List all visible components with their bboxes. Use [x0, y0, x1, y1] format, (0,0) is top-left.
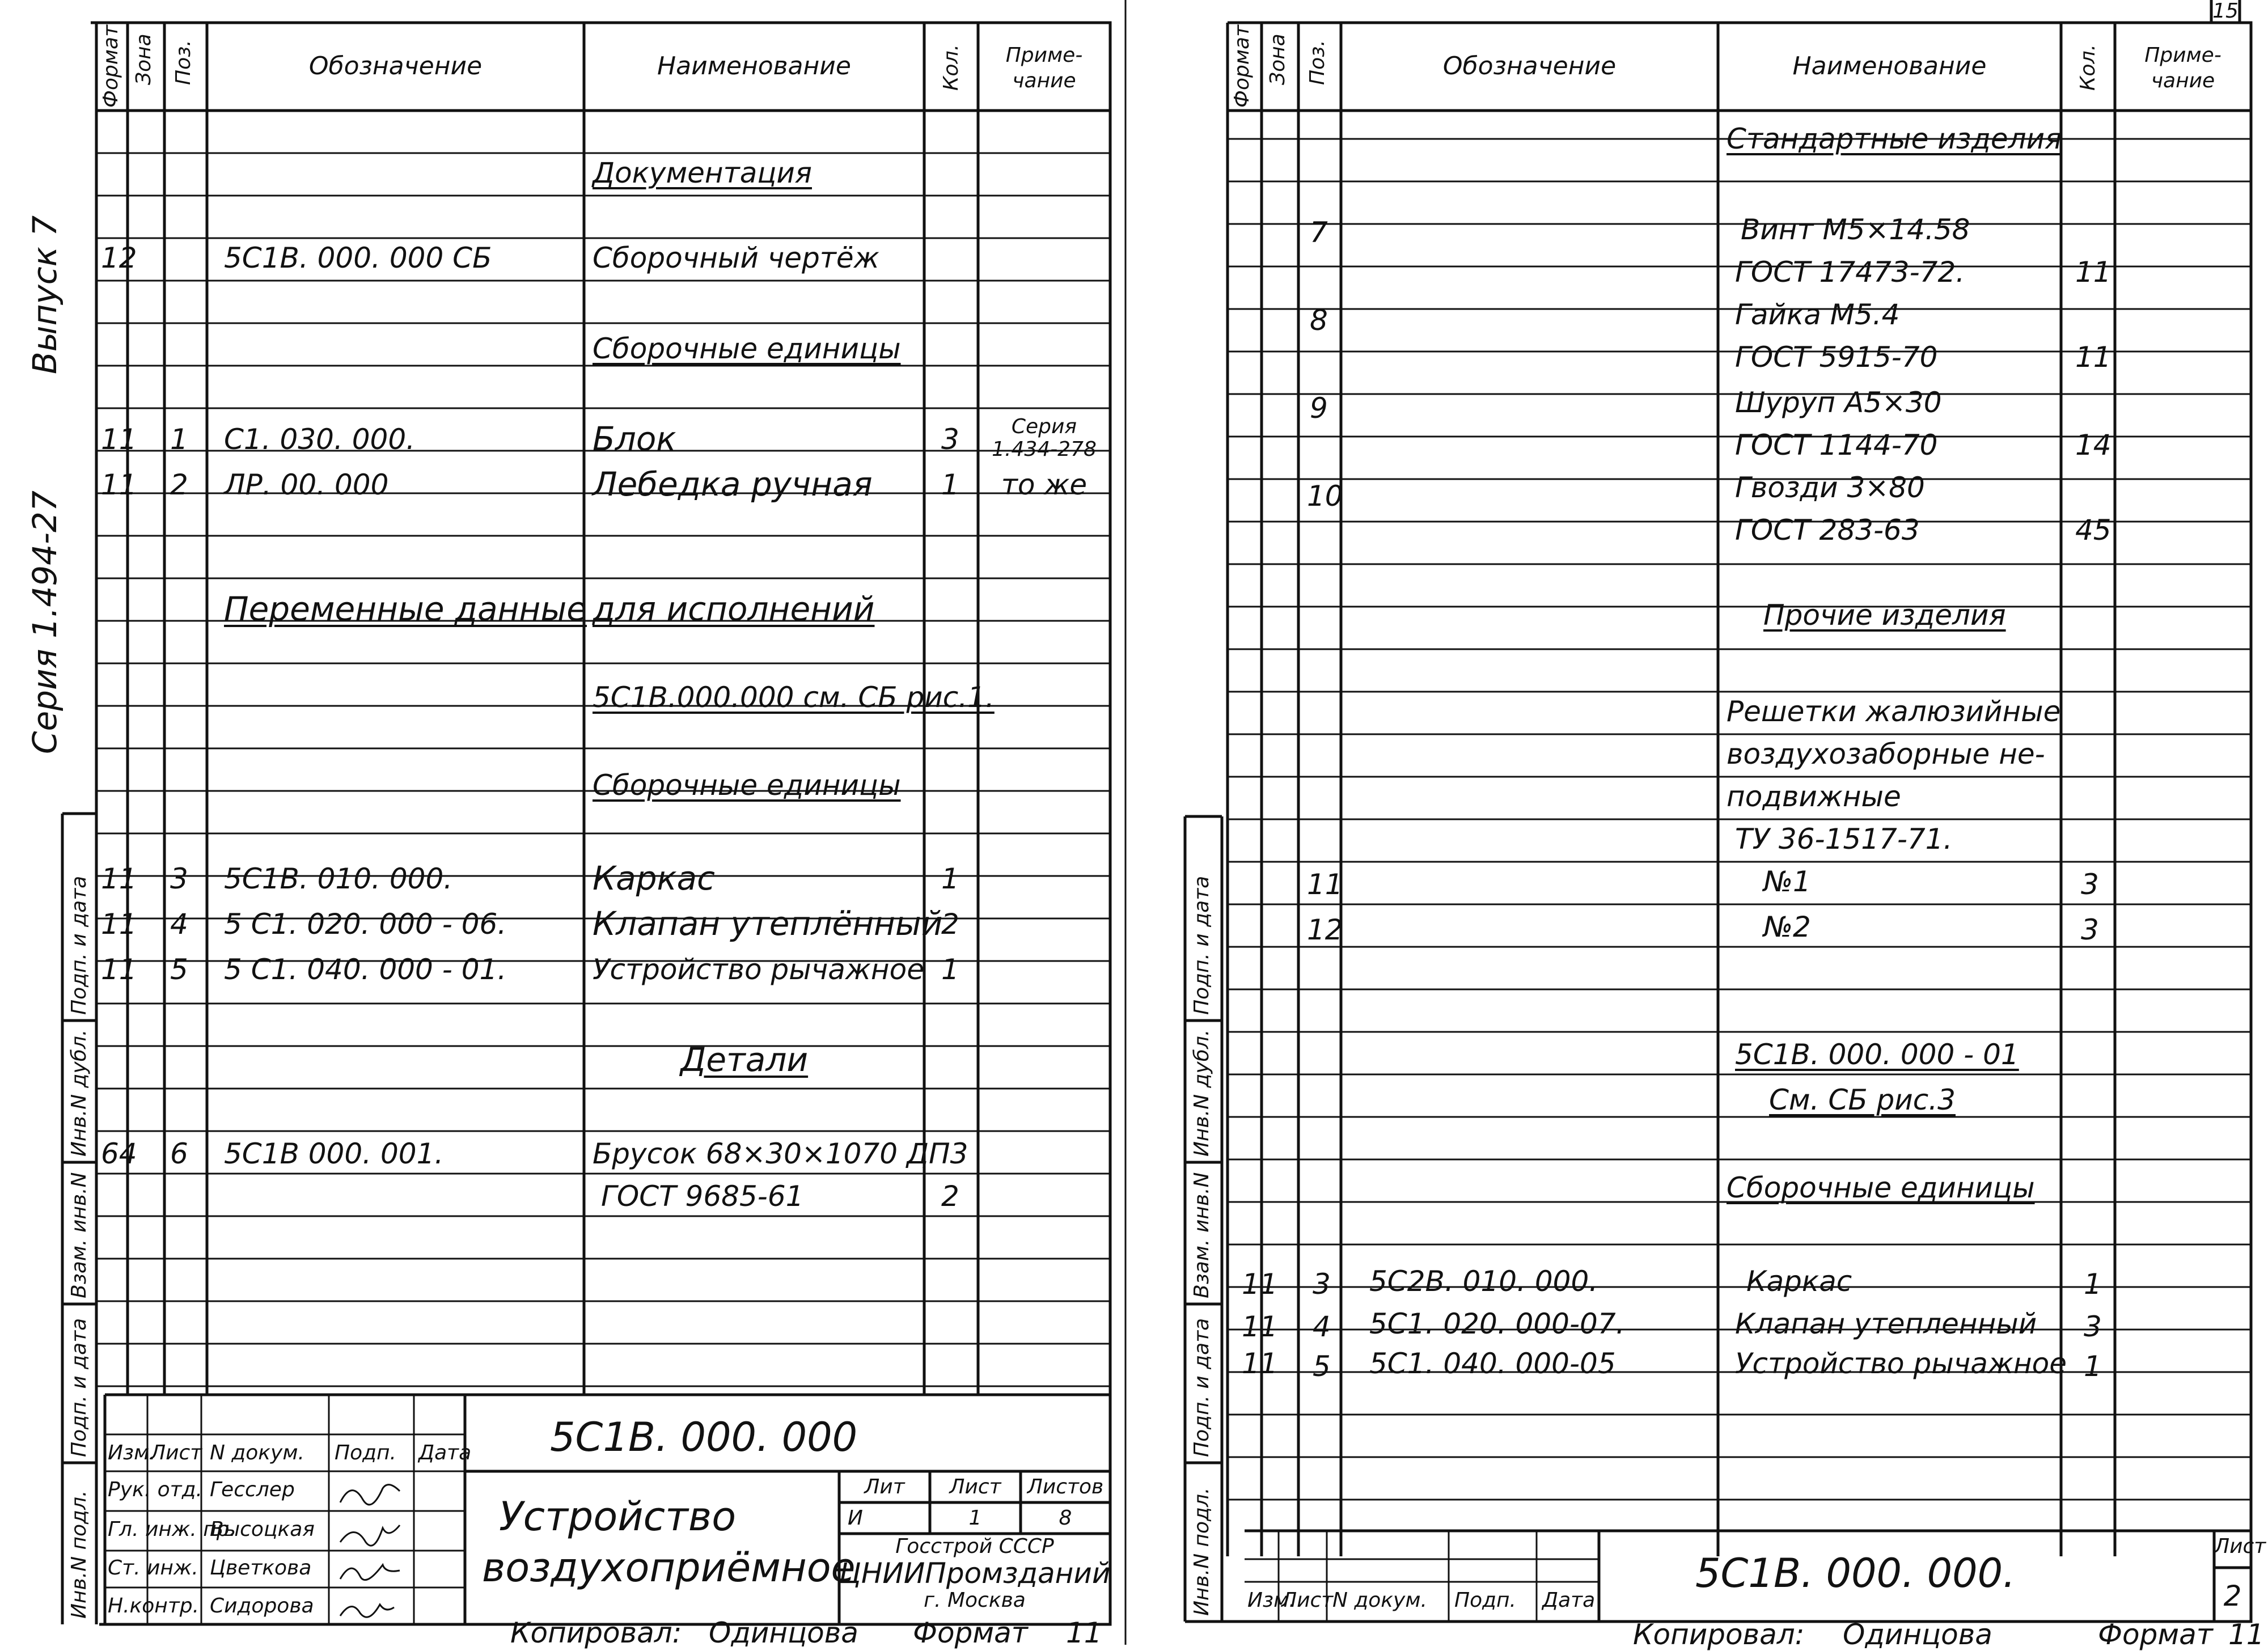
a2-format: 11	[1242, 1310, 1278, 1343]
a1-designation: 5С2В. 010. 000.	[1369, 1265, 1598, 1298]
sheet-label: Лист	[2214, 1535, 2266, 1558]
s8-qty: 11	[2075, 341, 2112, 374]
s12-pos: 12	[1307, 913, 1343, 946]
header-zone: Зона	[132, 33, 155, 85]
sheet-1-grid	[0, 0, 1128, 1649]
s10-qty: 45	[2075, 514, 2112, 547]
header-name: Наименование	[657, 52, 851, 81]
header-note-1: Приме-	[1005, 44, 1083, 67]
section-assembly-2: Сборочные единицы	[593, 769, 901, 802]
col-podp: Подп.	[1454, 1589, 1516, 1612]
row7-format: 64	[101, 1137, 137, 1170]
stamp-vzam-inv: Взам. инв.N	[1190, 1172, 1213, 1298]
header-note-2: чание	[1012, 69, 1076, 92]
section-details: Детали	[680, 1040, 809, 1079]
s11-pos: 11	[1307, 868, 1343, 901]
header-name: Наименование	[1792, 52, 1987, 81]
row6-qty: 1	[941, 953, 959, 986]
stamp-vzam-inv: Взам. инв.N	[67, 1172, 91, 1298]
s10-name-2: ГОСТ 283-63	[1735, 514, 1920, 547]
org-1: Госстрой СССР	[895, 1535, 1054, 1558]
sheet-label: Лист	[949, 1475, 1001, 1498]
name-2: Высоцкая	[210, 1518, 315, 1541]
header-note-2: чание	[2151, 69, 2215, 92]
side-seria: Серия 1.494-27	[26, 490, 64, 754]
role-3: Ст. инж.	[108, 1556, 198, 1580]
lit-value: И	[848, 1506, 863, 1530]
grille-4: ТУ 36-1517-71.	[1735, 823, 1953, 856]
row4-designation: 5С1В. 010. 000.	[224, 862, 453, 895]
header-pos: Поз.	[172, 40, 195, 85]
sheets-value: 8	[1059, 1506, 1072, 1530]
a2-qty: 3	[2084, 1310, 2102, 1343]
format-label: Формат	[913, 1616, 1028, 1649]
side-vypusk: Выпуск 7	[26, 215, 64, 374]
col-data: Дата	[418, 1441, 472, 1464]
corner-page-number: 15	[2212, 0, 2239, 23]
a2-pos: 4	[1313, 1310, 1331, 1343]
sheet-value: 1	[968, 1506, 982, 1530]
s7-pos: 7	[1310, 216, 1328, 249]
sheets-label: Листов	[1027, 1475, 1104, 1498]
doc-number: 5С1В. 000. 000.	[1695, 1550, 2016, 1597]
stamp-inv-dubl: Инв.N дубл.	[1190, 1029, 1213, 1157]
title-line-2: воздухоприёмное	[482, 1544, 856, 1591]
section-variable-b: для исполнений	[593, 590, 875, 628]
a3-format: 11	[1242, 1347, 1278, 1380]
s11-qty: 3	[2081, 868, 2099, 901]
row1-designation: 5С1В. 000. 000 СБ	[224, 242, 492, 274]
col-podp: Подп.	[335, 1441, 396, 1464]
row4-pos: 3	[170, 862, 188, 895]
a2-designation: 5С1. 020. 000-07.	[1369, 1307, 1625, 1340]
row3-designation: ЛР. 00. 000	[224, 468, 389, 501]
row6-designation: 5 С1. 040. 000 - 01.	[224, 953, 507, 986]
stamp-inv-dubl: Инв.N дубл.	[67, 1029, 91, 1157]
row5-pos: 4	[170, 908, 188, 941]
header-format: Формат	[1230, 24, 1254, 108]
row1-name: Сборочный чертёж	[593, 242, 879, 274]
role-4: Н.контр.	[108, 1594, 200, 1618]
sheet-2-grid	[1140, 0, 2268, 1645]
section-variable-a: Переменные данные	[224, 590, 587, 628]
row2-name: Блок	[593, 420, 676, 458]
doc-number: 5С1В. 000. 000	[550, 1414, 858, 1460]
header-designation: Обозначение	[308, 52, 483, 81]
variant-designation: 5С1В. 000. 000 - 01	[1735, 1038, 2019, 1071]
stamp-inv-podl: Инв.N подл.	[1190, 1487, 1213, 1616]
a2-name: Клапан утепленный	[1735, 1307, 2037, 1340]
name-4: Сидорова	[210, 1594, 314, 1618]
row4-name: Каркас	[593, 859, 715, 898]
stamp-podp-data-1: Подп. и дата	[1190, 875, 1213, 1015]
name-3: Цветкова	[210, 1556, 312, 1580]
row2-format: 11	[101, 423, 137, 456]
col-ndokum: N докум.	[210, 1441, 304, 1464]
s9-name: Шуруп А5×30	[1735, 386, 1942, 419]
s7-name: Винт М5×14.58	[1741, 213, 1970, 246]
s9-pos: 9	[1310, 392, 1328, 425]
header-zone: Зона	[1266, 33, 1289, 85]
sheet-value: 2	[2223, 1580, 2242, 1612]
col-list: Лист	[1281, 1589, 1334, 1612]
copied-label: Копировал:	[1633, 1618, 1805, 1651]
copied-label: Копировал:	[510, 1616, 682, 1649]
format-label: Формат	[2098, 1618, 2213, 1651]
section-standard: Стандартные изделия	[1727, 122, 2062, 155]
variant-ref: См. СБ рис.3	[1769, 1083, 1956, 1116]
stamp-inv-podl: Инв.N подл.	[67, 1490, 91, 1619]
row7-pos: 6	[170, 1137, 188, 1170]
header-format: Формат	[99, 24, 122, 108]
row2-note-2: 1.434-278	[992, 438, 1097, 461]
lit-label: Лит	[864, 1475, 905, 1498]
s8-pos: 8	[1310, 304, 1328, 337]
a3-designation: 5С1. 040. 000-05	[1369, 1347, 1616, 1380]
row3-pos: 2	[170, 468, 188, 501]
row4-qty: 1	[941, 862, 959, 895]
s10-pos: 10	[1307, 480, 1343, 513]
section-assembly: Сборочные единицы	[1727, 1171, 2035, 1204]
s10-name: Гвозди 3×80	[1735, 471, 1925, 504]
s7-name-2: ГОСТ 17473-72.	[1735, 256, 1965, 289]
grille-3: подвижные	[1727, 780, 1901, 813]
role-1: Рук. отд.	[108, 1478, 202, 1501]
s12-qty: 3	[2081, 913, 2099, 946]
spec-sheet-2	[1140, 0, 2268, 1651]
row1-format: 12	[101, 242, 137, 274]
section-documentation: Документация	[593, 156, 812, 189]
row7-qty: 2	[941, 1180, 959, 1213]
row3-format: 11	[101, 468, 137, 501]
s11-name: №1	[1763, 865, 1811, 898]
row5-format: 11	[101, 908, 137, 941]
s8-name: Гайка М5.4	[1735, 298, 1900, 331]
col-izm: Изм.	[108, 1441, 156, 1464]
row2-qty: 3	[941, 423, 959, 456]
col-list: Лист	[150, 1441, 202, 1464]
a1-pos: 3	[1313, 1268, 1331, 1301]
org-2: ЦНИИПромзданий	[839, 1557, 1111, 1590]
row2-note-1: Серия	[1011, 415, 1077, 438]
grille-2: воздухозаборные не-	[1727, 738, 2045, 771]
section-assembly-1: Сборочные единицы	[593, 332, 901, 365]
grille-1: Решетки жалюзийные	[1727, 695, 2061, 728]
s9-name-2: ГОСТ 1144-70	[1735, 429, 1938, 462]
s12-name: №2	[1763, 911, 1811, 943]
row7-name: Брусок 68×30×1070 ДП3	[593, 1137, 968, 1170]
row3-qty: 1	[941, 468, 959, 501]
header-note-1: Приме-	[2144, 44, 2222, 67]
a1-qty: 1	[2084, 1268, 2102, 1301]
copied-name: Одинцова	[1843, 1618, 1992, 1651]
row6-name: Устройство рычажное	[593, 953, 924, 986]
format-value: 11	[2228, 1618, 2265, 1651]
s7-qty: 11	[2075, 256, 2112, 289]
stamp-podp-data-2: Подп. и дата	[67, 1318, 91, 1457]
row5-name: Клапан утеплённый	[593, 904, 943, 943]
a1-name: Каркас	[1746, 1265, 1852, 1298]
row4-format: 11	[101, 862, 137, 895]
row2-designation: С1. 030. 000.	[224, 423, 416, 456]
header-pos: Поз.	[1306, 40, 1329, 85]
row7-designation: 5С1В 000. 001.	[224, 1137, 444, 1170]
copied-name: Одинцова	[709, 1616, 858, 1649]
row5-qty: 2	[941, 908, 959, 941]
role-2: Гл. инж. пр.	[108, 1518, 236, 1541]
name-1: Гесслер	[210, 1478, 295, 1501]
title-line-1: Устройство	[499, 1493, 737, 1540]
spec-sheet-1	[0, 0, 1128, 1649]
section-other: Прочие изделия	[1763, 599, 2006, 632]
header-qty: Кол.	[940, 44, 963, 91]
variant-ref: 5С1В.000.000 см. СБ рис.1.	[593, 681, 995, 714]
a1-format: 11	[1242, 1268, 1278, 1301]
col-data: Дата	[1542, 1589, 1596, 1612]
s8-name-2: ГОСТ 5915-70	[1735, 341, 1938, 374]
stamp-podp-data-1: Подп. и дата	[67, 875, 91, 1015]
format-value: 11	[1066, 1616, 1102, 1649]
row5-designation: 5 С1. 020. 000 - 06.	[224, 908, 507, 941]
stamp-podp-data-2: Подп. и дата	[1190, 1318, 1213, 1457]
org-3: г. Москва	[924, 1589, 1026, 1612]
a3-pos: 5	[1313, 1350, 1331, 1383]
a3-qty: 1	[2084, 1350, 2102, 1383]
row6-pos: 5	[170, 953, 188, 986]
a3-name: Устройство рычажное	[1735, 1347, 2067, 1380]
s9-qty: 14	[2075, 429, 2112, 462]
row3-note: то же	[1001, 468, 1088, 501]
row6-format: 11	[101, 953, 137, 986]
col-izm: Изм.	[1247, 1589, 1296, 1612]
header-designation: Обозначение	[1442, 52, 1617, 81]
row2-pos: 1	[170, 423, 188, 456]
header-qty: Кол.	[2076, 44, 2100, 91]
col-ndokum: N докум.	[1332, 1589, 1427, 1612]
row7-name-2: ГОСТ 9685-61	[601, 1180, 804, 1213]
row3-name: Лебедка ручная	[593, 465, 873, 503]
